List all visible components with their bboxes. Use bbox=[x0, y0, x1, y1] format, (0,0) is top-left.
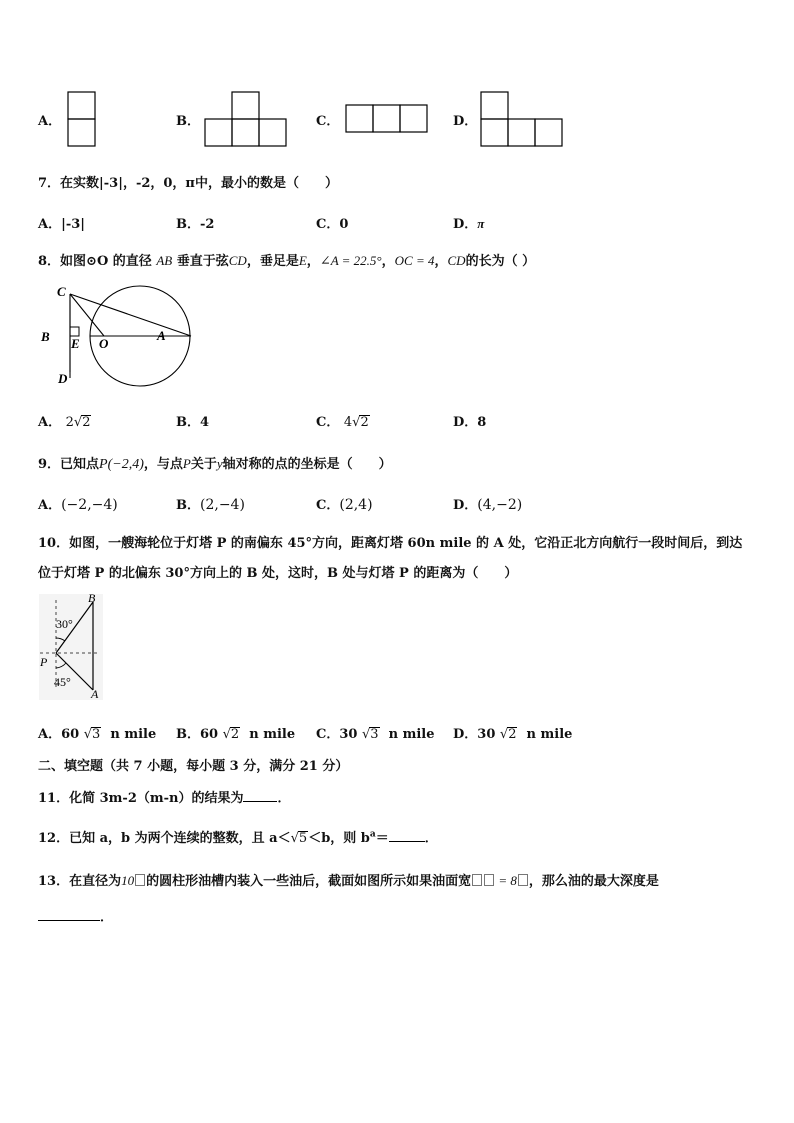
missing-glyph-box bbox=[518, 874, 528, 886]
q10-label-45: 45° bbox=[54, 675, 71, 689]
q7-option-d: D．π bbox=[453, 216, 485, 232]
q10-label-30: 30° bbox=[56, 617, 73, 631]
q10-option-d: D．30 √2 n mile bbox=[453, 727, 573, 742]
q6-figure-c bbox=[345, 104, 429, 134]
q6-option-d-label: D． bbox=[453, 114, 478, 129]
q10-stem-line1: 10．如图，一艘海轮位于灯塔 P 的南偏东 45°方向，距离灯塔 60n mile 的 A 处，它沿正北方向航行一段时间后，到达 bbox=[38, 536, 743, 551]
q10-stem-line2: 位于灯塔 P 的北偏东 30°方向上的 B 处，这时，B 处与灯塔 P 的距离为（ ） bbox=[38, 566, 518, 581]
q9-option-c: C．(2,4) bbox=[316, 497, 373, 513]
q8-option-b: B．4 bbox=[176, 415, 210, 430]
q7-option-a: A．|-3| bbox=[38, 217, 85, 232]
q11-stem: 11．化简 3m-2（m-n）的结果为 ． bbox=[38, 791, 291, 806]
q8-circle-figure bbox=[36, 280, 176, 390]
q9-option-b: B．(2,−4) bbox=[176, 497, 245, 513]
q6-option-c-label: C． bbox=[316, 114, 340, 129]
q8-option-d: D．8 bbox=[453, 415, 487, 430]
q13-answer-blank[interactable] bbox=[38, 920, 100, 921]
q8-label-o: O bbox=[99, 336, 109, 351]
missing-glyph-box bbox=[484, 874, 494, 886]
q6-figure-b bbox=[204, 91, 288, 147]
q13-answer-line: ． bbox=[38, 906, 113, 925]
q11-answer-blank[interactable] bbox=[243, 801, 277, 802]
q6-figure-a bbox=[67, 91, 97, 147]
q10-label-p: P bbox=[40, 655, 48, 669]
missing-glyph-box bbox=[135, 874, 145, 886]
q10-option-a: A．60 √3 n mile bbox=[38, 727, 157, 742]
q10-lighthouse-figure bbox=[36, 590, 106, 702]
q9-stem: 9．已知点P(−2,4)，与点P关于y轴对称的点的坐标是（ ） bbox=[38, 456, 392, 472]
q10-option-b: B．60 √2 n mile bbox=[176, 727, 296, 742]
q7-option-b: B．-2 bbox=[176, 217, 215, 232]
q9-option-a: A．(−2,−4) bbox=[38, 497, 118, 513]
q10-option-c: C．30 √3 n mile bbox=[316, 727, 435, 742]
section-2-heading: 二、填空题（共 7 小题，每小题 3 分，满分 21 分） bbox=[38, 759, 349, 774]
q8-label-e: E bbox=[71, 336, 80, 351]
missing-glyph-box bbox=[472, 874, 482, 886]
q12-answer-blank[interactable] bbox=[389, 841, 425, 842]
q9-option-d: D．(4,−2) bbox=[453, 497, 523, 513]
q8-label-d: D bbox=[58, 371, 68, 386]
q10-label-b: B bbox=[88, 591, 96, 605]
q6-figure-d bbox=[480, 91, 564, 147]
q8-label-b: B bbox=[41, 329, 50, 344]
q8-option-c: C． 4√2 bbox=[316, 415, 369, 430]
q13-stem: 13．在直径为10 的圆柱形油槽内装入一些油后，截面如图所示如果油面宽 = 8 ，那么油的最大深度是 bbox=[38, 873, 659, 889]
q8-stem: 8．如图⊙O 的直径 AB 垂直于弦CD，垂足是E，∠A = 22.5°，OC = 4，CD的长为（ ） bbox=[38, 253, 536, 269]
q7-option-c: C．0 bbox=[316, 217, 349, 232]
q12-stem: 12．已知 a，b 为两个连续的整数，且 a＜√5＜b，则 $b^a=$ ． bbox=[38, 829, 438, 846]
q8-label-c: C bbox=[57, 284, 66, 299]
q6-option-b-label: B． bbox=[176, 114, 200, 129]
q8-label-a: A bbox=[157, 328, 166, 343]
q8-option-a: A． 2√2 bbox=[38, 415, 91, 430]
q10-label-a: A bbox=[91, 687, 99, 701]
q7-stem: 7．在实数|-3|，-2，0，π中，最小的数是（ ） bbox=[38, 176, 338, 191]
q6-option-a-label: A． bbox=[38, 114, 62, 129]
